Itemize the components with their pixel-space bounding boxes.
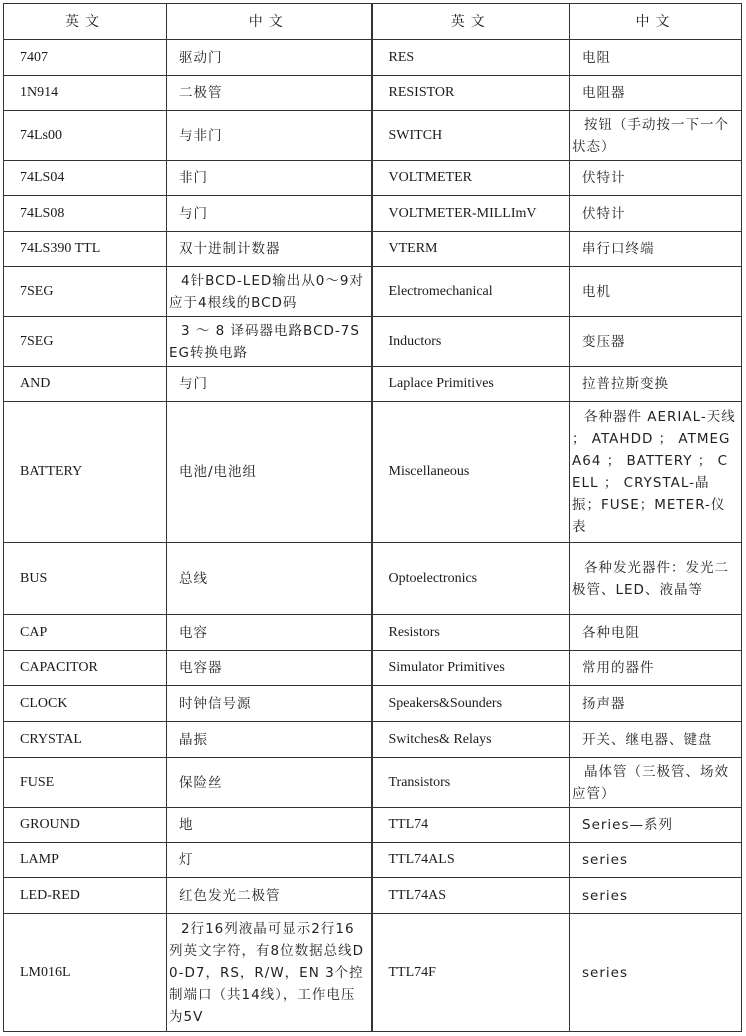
cell-chinese: 双十进制计数器 bbox=[167, 232, 372, 267]
cell-english: GROUND bbox=[4, 808, 167, 843]
cell-english: LAMP bbox=[4, 843, 167, 878]
cell-chinese: 各种器件 AERIAL-天线 ； ATAHDD ； ATMEGA64 ； BATTERY ； CELL ； CRYSTAL-晶振；FUSE；METER-仪表 bbox=[570, 402, 742, 543]
cell-english: 7SEG bbox=[4, 317, 167, 367]
table-row bbox=[4, 161, 742, 196]
cell-chinese: 总线 bbox=[167, 543, 372, 615]
cell-english: 74LS04 bbox=[4, 161, 167, 196]
cell-english: BUS bbox=[4, 543, 167, 615]
cell-english: RESISTOR bbox=[372, 76, 570, 111]
cell-english: Transistors bbox=[372, 758, 570, 808]
cell-english: TTL74ALS bbox=[372, 843, 570, 878]
cell-chinese: 2行16列液晶可显示2行16列英文字符，有8位数据总线D0-D7，RS，R/W，EN 3个控制端口（共14线），工作电压为5V bbox=[167, 914, 372, 1032]
cell-english: VTERM bbox=[372, 232, 570, 267]
cell-english: Optoelectronics bbox=[372, 543, 570, 615]
cell-chinese: 驱动门 bbox=[167, 40, 372, 76]
cell-chinese: 时钟信号源 bbox=[167, 686, 372, 722]
header-row bbox=[4, 4, 742, 40]
cell-english: Inductors bbox=[372, 317, 570, 367]
table-row bbox=[4, 543, 742, 615]
cell-chinese: 电阻 bbox=[570, 40, 742, 76]
cell-chinese: 红色发光二极管 bbox=[167, 878, 372, 914]
cell-chinese: 串行口终端 bbox=[570, 232, 742, 267]
cell-english: Speakers&Sounders bbox=[372, 686, 570, 722]
table-row bbox=[4, 232, 742, 267]
cell-chinese: series bbox=[570, 914, 742, 1032]
header-english-1: 英文 bbox=[4, 4, 167, 40]
cell-english: VOLTMETER-MILLImV bbox=[372, 196, 570, 232]
cell-chinese: 保险丝 bbox=[167, 758, 372, 808]
cell-chinese: 电阻器 bbox=[570, 76, 742, 111]
cell-english: 74LS08 bbox=[4, 196, 167, 232]
table-row bbox=[4, 111, 742, 161]
cell-english: CAPACITOR bbox=[4, 651, 167, 686]
cell-english: Simulator Primitives bbox=[372, 651, 570, 686]
cell-chinese: Series—系列 bbox=[570, 808, 742, 843]
cell-chinese: 3 ～ 8 译码器电路BCD-7SEG转换电路 bbox=[167, 317, 372, 367]
cell-chinese: 晶体管（三极管、场效应管） bbox=[570, 758, 742, 808]
cell-english: Resistors bbox=[372, 615, 570, 651]
cell-chinese: 与门 bbox=[167, 367, 372, 402]
cell-english: 74LS390 TTL bbox=[4, 232, 167, 267]
table-row bbox=[4, 402, 742, 543]
cell-chinese: 各种发光器件：发光二极管、LED、液晶等 bbox=[570, 543, 742, 615]
component-glossary-table bbox=[3, 3, 742, 1032]
table-row bbox=[4, 722, 742, 758]
cell-english: RES bbox=[372, 40, 570, 76]
cell-chinese: 二极管 bbox=[167, 76, 372, 111]
cell-chinese: series bbox=[570, 843, 742, 878]
cell-chinese: 晶振 bbox=[167, 722, 372, 758]
table-row bbox=[4, 76, 742, 111]
cell-chinese: 4针BCD-LED输出从0～9对应于4根线的BCD码 bbox=[167, 267, 372, 317]
table-row bbox=[4, 40, 742, 76]
table-row bbox=[4, 196, 742, 232]
cell-english: Laplace Primitives bbox=[372, 367, 570, 402]
cell-english: TTL74F bbox=[372, 914, 570, 1032]
cell-english: SWITCH bbox=[372, 111, 570, 161]
header-chinese-1: 中文 bbox=[167, 4, 372, 40]
cell-chinese: 灯 bbox=[167, 843, 372, 878]
table-row bbox=[4, 914, 742, 1032]
cell-english: Miscellaneous bbox=[372, 402, 570, 543]
cell-english: TTL74AS bbox=[372, 878, 570, 914]
cell-chinese: 拉普拉斯变换 bbox=[570, 367, 742, 402]
header-chinese-2: 中文 bbox=[570, 4, 742, 40]
table-row bbox=[4, 808, 742, 843]
header-english-2: 英文 bbox=[372, 4, 570, 40]
cell-english: LM016L bbox=[4, 914, 167, 1032]
cell-english: TTL74 bbox=[372, 808, 570, 843]
cell-english: FUSE bbox=[4, 758, 167, 808]
cell-english: AND bbox=[4, 367, 167, 402]
table-row bbox=[4, 367, 742, 402]
cell-chinese: 电容 bbox=[167, 615, 372, 651]
cell-chinese: 按钮（手动按一下一个状态） bbox=[570, 111, 742, 161]
cell-english: 7SEG bbox=[4, 267, 167, 317]
table-row bbox=[4, 317, 742, 367]
cell-english: CAP bbox=[4, 615, 167, 651]
cell-english: 1N914 bbox=[4, 76, 167, 111]
cell-chinese: 与非门 bbox=[167, 111, 372, 161]
cell-chinese: 变压器 bbox=[570, 317, 742, 367]
cell-chinese: 常用的器件 bbox=[570, 651, 742, 686]
table-row bbox=[4, 651, 742, 686]
table-row bbox=[4, 686, 742, 722]
cell-chinese: series bbox=[570, 878, 742, 914]
cell-english: Switches& Relays bbox=[372, 722, 570, 758]
cell-chinese: 伏特计 bbox=[570, 161, 742, 196]
cell-english: 7407 bbox=[4, 40, 167, 76]
cell-chinese: 非门 bbox=[167, 161, 372, 196]
cell-english: CLOCK bbox=[4, 686, 167, 722]
cell-chinese: 扬声器 bbox=[570, 686, 742, 722]
cell-english: VOLTMETER bbox=[372, 161, 570, 196]
cell-chinese: 与门 bbox=[167, 196, 372, 232]
table-row bbox=[4, 878, 742, 914]
cell-chinese: 电容器 bbox=[167, 651, 372, 686]
cell-english: 74Ls00 bbox=[4, 111, 167, 161]
cell-english: BATTERY bbox=[4, 402, 167, 543]
table-row bbox=[4, 267, 742, 317]
cell-english: CRYSTAL bbox=[4, 722, 167, 758]
cell-english: Electromechanical bbox=[372, 267, 570, 317]
cell-chinese: 伏特计 bbox=[570, 196, 742, 232]
table-row bbox=[4, 758, 742, 808]
cell-chinese: 电池/电池组 bbox=[167, 402, 372, 543]
cell-chinese: 各种电阻 bbox=[570, 615, 742, 651]
cell-chinese: 电机 bbox=[570, 267, 742, 317]
table-row bbox=[4, 843, 742, 878]
cell-chinese: 开关、继电器、键盘 bbox=[570, 722, 742, 758]
cell-english: LED-RED bbox=[4, 878, 167, 914]
cell-chinese: 地 bbox=[167, 808, 372, 843]
table-row bbox=[4, 615, 742, 651]
